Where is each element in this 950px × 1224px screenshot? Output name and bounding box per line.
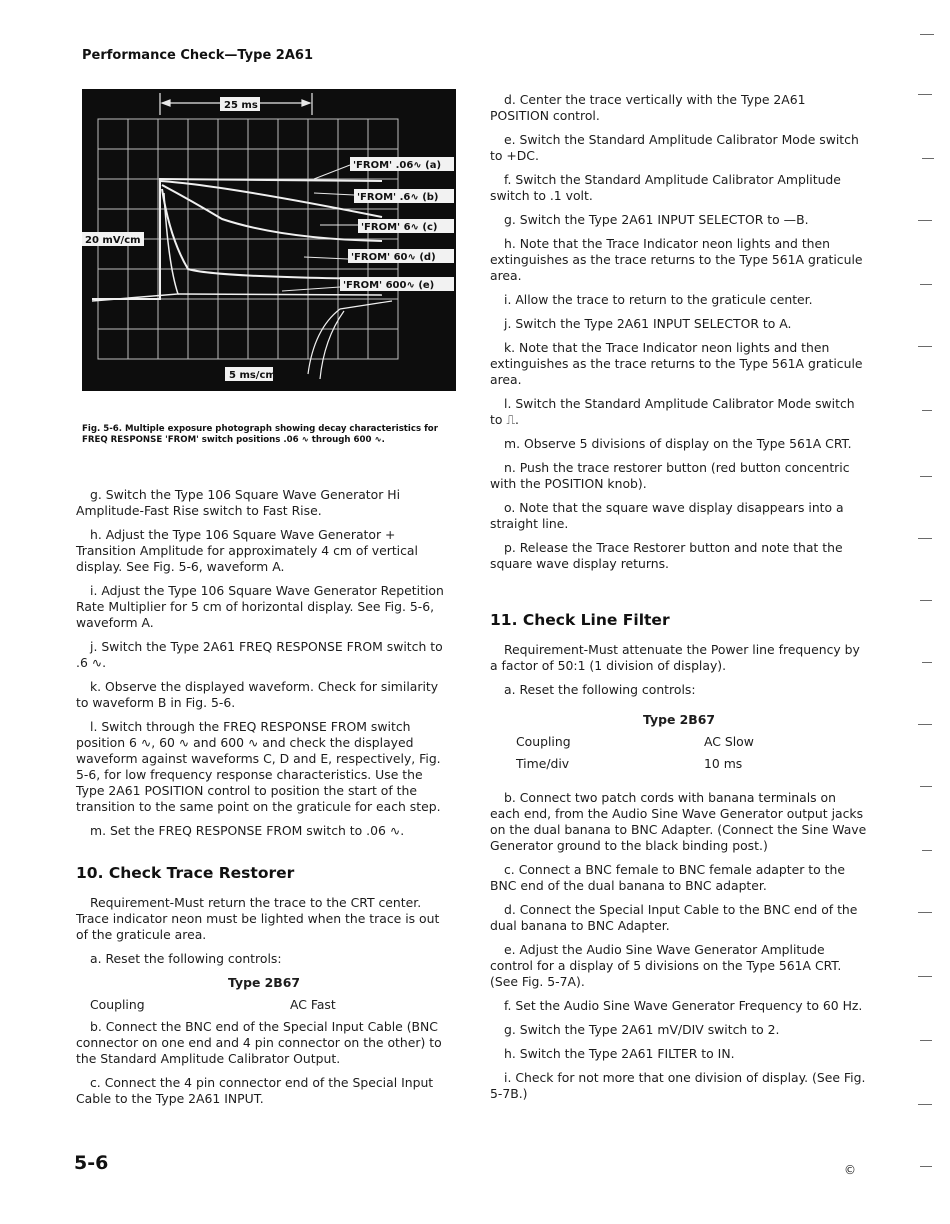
control-name: Coupling [90, 997, 145, 1012]
control-value: 10 ms [704, 756, 743, 771]
section-11-step-i: i. Check for not more that one division of display. (See Fig. 5-7B.) [490, 1070, 866, 1101]
margin-mark [920, 1166, 932, 1167]
step-i-repetition-rate: i. Adjust the Type 106 Square Wave Generator Repetition Rate Multiplier for 5 cm of horizontal display. See Fig. 5-6, waveform A. [76, 583, 444, 630]
left-column [76, 487, 452, 1115]
label-waveform-b: 'FROM' .6∿ (b) [357, 192, 439, 203]
section-11-step-d: d. Connect the Special Input Cable to the BNC end of the dual banana to BNC Adapter. [490, 902, 858, 933]
label-waveform-a: 'FROM' .06∿ (a) [353, 160, 442, 171]
margin-mark [918, 346, 932, 347]
page-header: Performance Check—Type 2A61 [82, 48, 313, 63]
section-11-requirement: Requirement-Must attenuate the Power line frequency by a factor of 50:1 (1 division of display). [490, 642, 860, 673]
margin-mark [918, 94, 932, 95]
step-d-center-trace: d. Center the trace vertically with the Type 2A61 POSITION control. [490, 92, 806, 123]
section-11-control-table-title: Type 2B67 [643, 712, 715, 727]
margin-mark [920, 476, 932, 477]
margin-mark [920, 600, 932, 601]
control-value: AC Fast [290, 997, 336, 1012]
margin-mark [920, 1040, 932, 1041]
label-waveform-e: 'FROM' 600∿ (e) [343, 280, 435, 291]
step-f-amplitude-switch: f. Switch the Standard Amplitude Calibrator Amplitude switch to .1 volt. [490, 172, 841, 203]
step-g-hi-amplitude: g. Switch the Type 106 Square Wave Generator Hi Amplitude-Fast Rise switch to Fast Rise. [76, 487, 401, 518]
step-n-push-restorer: n. Push the trace restorer button (red button concentric with the POSITION knob). [490, 460, 850, 491]
margin-mark [922, 158, 934, 159]
oscilloscope-graticule [82, 89, 456, 391]
section-11-step-e: e. Adjust the Audio Sine Wave Generator Amplitude control for a display of 5 divisions on the Type 561A CRT. (See Fig. 5-7A). [490, 942, 842, 989]
section-10-control-table-title: Type 2B67 [228, 975, 300, 990]
section-10-step-a: a. Reset the following controls: [90, 951, 282, 966]
margin-mark [922, 410, 932, 411]
margin-mark [918, 976, 932, 977]
margin-mark [920, 284, 932, 285]
section-11-title: 11. Check Line Filter [490, 611, 670, 629]
section-10-step-c: c. Connect the 4 pin connector end of the Special Input Cable to the Type 2A61 INPUT. [76, 1075, 434, 1106]
margin-mark [918, 220, 932, 221]
right-column [490, 92, 868, 1110]
label-time-per-div: 5 ms/cm [229, 370, 276, 381]
section-11-step-f: f. Set the Audio Sine Wave Generator Frequency to 60 Hz. [504, 998, 863, 1013]
step-h-transition-amplitude: h. Adjust the Type 106 Square Wave Generator + Transition Amplitude for approximately 4 cm of vertical display. See Fig. 5-6, waveform A. [76, 527, 418, 574]
step-m-set-freq-response: m. Set the FREQ RESPONSE FROM switch to .06 ∿. [90, 823, 405, 838]
label-waveform-c: 'FROM' 6∿ (c) [361, 222, 438, 233]
section-11-step-c: c. Connect a BNC female to BNC female adapter to the BNC end of the dual banana to BNC adapter. [490, 862, 845, 893]
step-l-switch-through: l. Switch through the FREQ RESPONSE FROM switch position 6 ∿, 60 ∿ and 600 ∿ and check the displayed waveform against waveforms C, D and E, respectively, Fig. 5-6, for low frequency response characteristics. Use the Type 2A61 POSITION control to position the start of the transition to the same point on the graticule for each step. [76, 719, 441, 814]
margin-mark [922, 662, 932, 663]
margin-mark [918, 724, 932, 725]
margin-mark [918, 912, 932, 913]
step-h-neon-lights: h. Note that the Trace Indicator neon lights and then extinguishes as the trace returns to the Type 561A graticule area. [490, 236, 863, 283]
section-11-control-row [490, 734, 868, 750]
section-11-control-row [490, 756, 868, 772]
control-name: Coupling [516, 734, 571, 749]
section-11-step-b: b. Connect two patch cords with banana terminals on each end, from the Audio Sine Wave Generator output jacks on the dual banana to BNC Adapter. (Connect the Sine Wave Generator ground to the black binding post.) [490, 790, 867, 853]
section-11-step-a: a. Reset the following controls: [504, 682, 696, 697]
step-e-mode-switch: e. Switch the Standard Amplitude Calibrator Mode switch to +DC. [490, 132, 859, 163]
margin-mark [922, 850, 932, 851]
label-waveform-d: 'FROM' 60∿ (d) [351, 252, 436, 263]
section-11-step-h: h. Switch the Type 2A61 FILTER to IN. [504, 1046, 735, 1061]
oscilloscope-photo [82, 89, 456, 391]
step-i-allow-return: i. Allow the trace to return to the graticule center. [504, 292, 813, 307]
section-10-step-b: b. Connect the BNC end of the Special Input Cable (BNC connector on one end and 4 pin connector on the other) to the Standard Amplitude Calibrator Output. [76, 1019, 442, 1066]
margin-mark [920, 786, 932, 787]
step-l-mode-switch-square: l. Switch the Standard Amplitude Calibrator Mode switch to ⎍. [490, 396, 855, 427]
figure-caption: Fig. 5-6. Multiple exposure photograph showing decay characteristics for FREQ RESPONSE 'FROM' switch positions .06 ∿ through 600 ∿. [82, 424, 438, 445]
step-j-input-selector-a: j. Switch the Type 2A61 INPUT SELECTOR to A. [504, 316, 792, 331]
control-name: Time/div [516, 756, 570, 771]
step-o-straight-line: o. Note that the square wave display disappears into a straight line. [490, 500, 844, 531]
control-value: AC Slow [704, 734, 754, 749]
step-g-input-selector-b: g. Switch the Type 2A61 INPUT SELECTOR to —B. [504, 212, 809, 227]
margin-mark [918, 1104, 932, 1105]
section-10-control-row [76, 997, 452, 1013]
section-11-step-g: g. Switch the Type 2A61 mV/DIV switch to 2. [504, 1022, 780, 1037]
step-m-observe-divisions: m. Observe 5 divisions of display on the Type 561A CRT. [504, 436, 852, 451]
section-10-title: 10. Check Trace Restorer [76, 864, 295, 882]
step-j-freq-response: j. Switch the Type 2A61 FREQ RESPONSE FROM switch to .6 ∿. [76, 639, 443, 670]
step-k-neon-lights: k. Note that the Trace Indicator neon lights and then extinguishes as the trace returns to the Type 561A graticule area. [490, 340, 863, 387]
margin-mark [920, 34, 934, 35]
margin-mark [918, 538, 932, 539]
label-top-time: 25 ms [224, 100, 258, 111]
copyright-mark: © [844, 1163, 856, 1177]
page-number: 5-6 [74, 1152, 109, 1174]
step-k-observe-waveform: k. Observe the displayed waveform. Check for similarity to waveform B in Fig. 5-6. [76, 679, 439, 710]
label-volts-per-div: 20 mV/cm [85, 235, 141, 246]
step-p-release-restorer: p. Release the Trace Restorer button and note that the square wave display returns. [490, 540, 843, 571]
section-10-requirement: Requirement-Must return the trace to the CRT center. Trace indicator neon must be lighted when the trace is out of the graticule area. [76, 895, 440, 942]
